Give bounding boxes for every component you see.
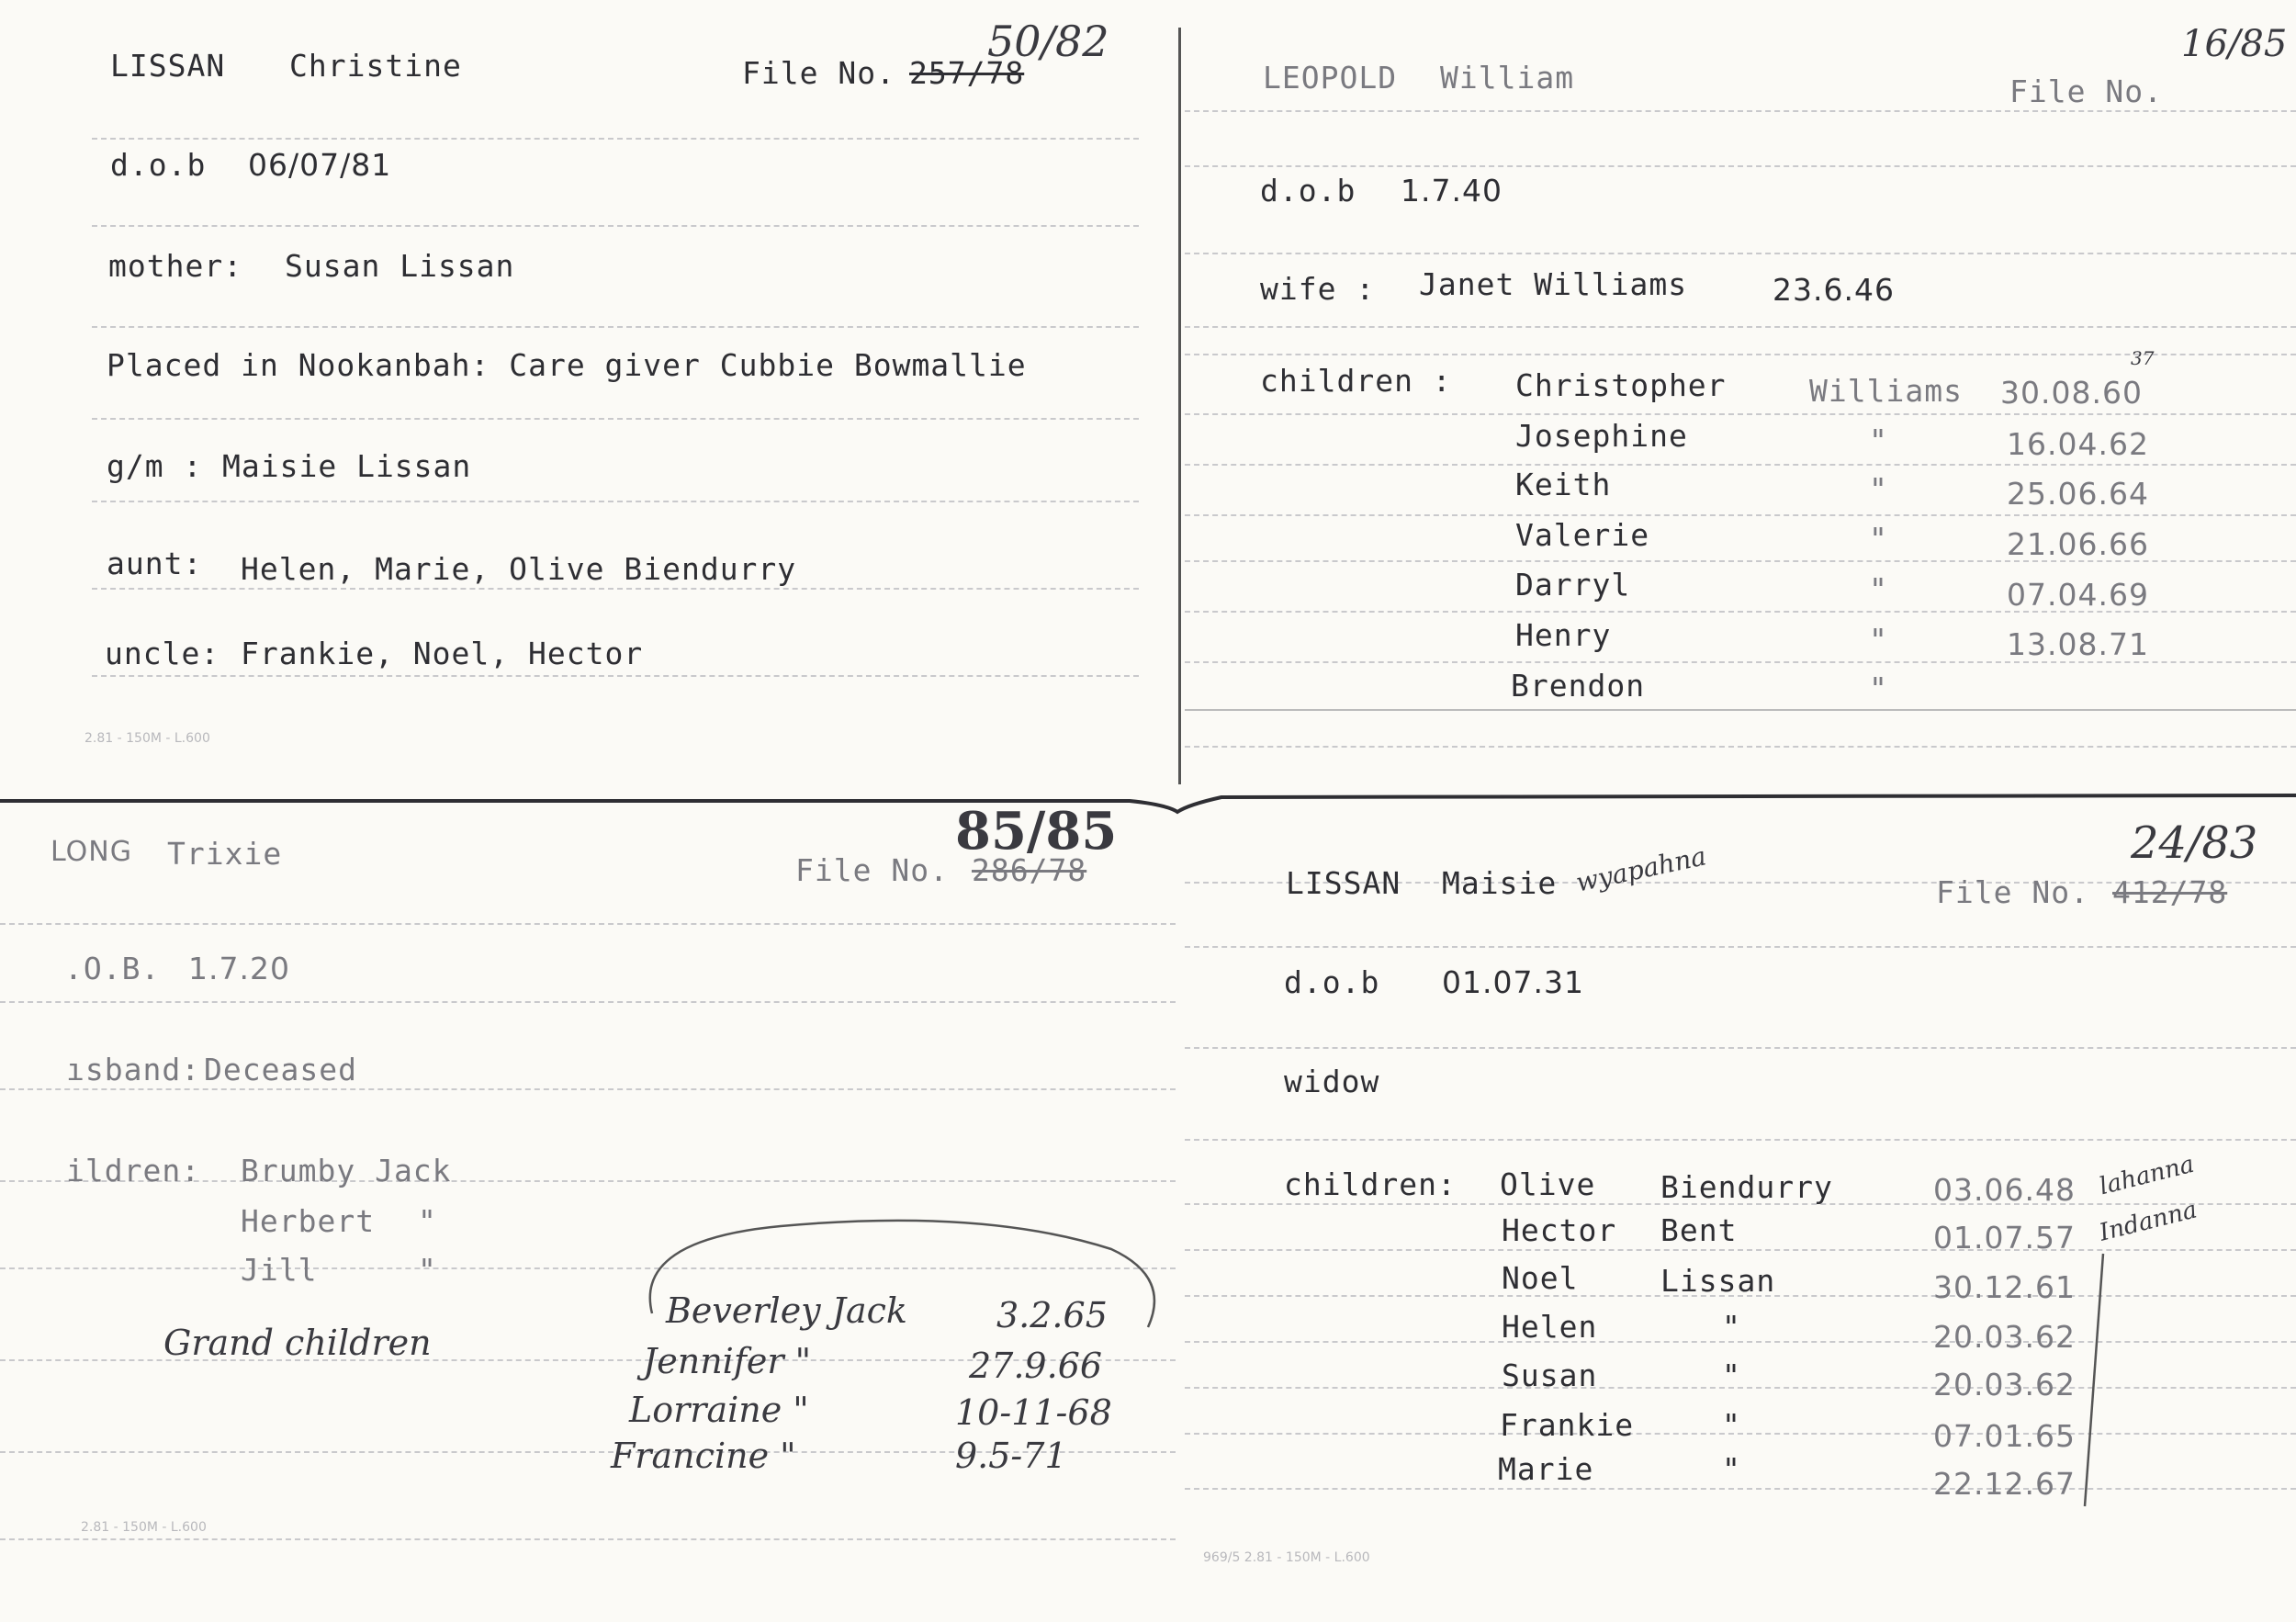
wife-label: wife : — [1260, 271, 1376, 307]
child-ditto: " — [1869, 670, 1888, 706]
child-ditto: " — [1722, 1407, 1741, 1443]
child-dob: 21.06.66 — [2007, 526, 2149, 562]
bracket-mark — [2066, 1249, 2140, 1515]
aunt-value: Helen, Marie, Olive Biendurry — [241, 551, 797, 587]
ruled-line — [1185, 1047, 2296, 1049]
ruled-line — [92, 326, 1139, 328]
grandmother-value: Maisie Lissan — [222, 448, 472, 484]
surname: LONG — [51, 836, 132, 868]
ruled-line — [1185, 1139, 2296, 1141]
print-code: 2.81 - 150M - L.600 — [84, 731, 210, 746]
child-ditto: " — [418, 1252, 437, 1288]
children-label: children : — [1260, 363, 1452, 399]
given-name: Christine — [289, 48, 462, 84]
child-name: Susan — [1502, 1357, 1598, 1393]
child-name: Brendon — [1511, 668, 1646, 704]
grandchild-name: Francine " — [611, 1436, 796, 1476]
grandchild-name: Jennifer " — [643, 1341, 812, 1381]
uncle-label: uncle: — [105, 636, 220, 671]
child-ditto: " — [1869, 521, 1888, 557]
file-number-handwritten: 16/85 — [2181, 23, 2288, 65]
child-surname: Williams — [1809, 373, 1963, 409]
wife-name: Janet Williams — [1419, 266, 1688, 302]
child-ditto: " — [1869, 571, 1888, 607]
given-name-note: wyapahna — [1573, 840, 1709, 898]
file-label: File No. — [1936, 874, 2089, 910]
aunt-label: aunt: — [107, 546, 203, 581]
surname: LISSAN — [1286, 865, 1401, 901]
child-name: Christopher — [1515, 367, 1727, 403]
ruled-line — [92, 225, 1139, 227]
grandchild-name: Lorraine " — [629, 1390, 809, 1430]
grandchild-dob: 10-11-68 — [955, 1392, 1112, 1433]
card-leopold-william — [1185, 0, 2296, 790]
child-dob: 01.07.57 — [1933, 1220, 2076, 1256]
grandmother-label: g/m : — [107, 448, 203, 484]
husband-value: Deceased — [204, 1052, 357, 1087]
child-name: Brumby Jack — [241, 1153, 452, 1188]
child-name: Frankie — [1500, 1407, 1635, 1443]
card-lissan-maisie — [1185, 808, 2296, 1622]
mother-label: mother: — [108, 248, 243, 284]
child-name: Josephine — [1515, 418, 1688, 454]
ruled-line — [1185, 253, 2296, 254]
child-ditto: " — [1722, 1309, 1741, 1345]
child-name: Valerie — [1515, 517, 1650, 553]
child-name: Jill — [241, 1252, 318, 1288]
card-lissan-christine — [0, 0, 1176, 790]
file-label: File No. — [742, 55, 895, 91]
dob-value: 01.07.31 — [1442, 964, 1584, 1000]
ruled-line — [92, 418, 1139, 420]
child-name: Keith — [1515, 467, 1612, 502]
child-name: Herbert — [241, 1203, 376, 1239]
child-note: Indanna — [2096, 1196, 2200, 1247]
given-name: Trixie — [167, 836, 283, 872]
file-label: File No. — [2009, 73, 2163, 109]
child-dob: 20.03.62 — [1933, 1319, 2076, 1355]
wife-dob: 23.6.46 — [1773, 272, 1895, 308]
child-name: Olive — [1500, 1166, 1596, 1202]
child-name: Helen — [1502, 1309, 1598, 1345]
child-dob: 20.03.62 — [1933, 1367, 2076, 1402]
ruled-line — [1185, 946, 2296, 948]
ruled-line — [92, 675, 1139, 677]
child-ditto: " — [1722, 1451, 1741, 1487]
child-surname: Bent — [1660, 1212, 1738, 1248]
child-note: lahanna — [2096, 1150, 2198, 1201]
children-label: ildren: — [66, 1153, 201, 1188]
child-name: Henry — [1515, 617, 1612, 653]
vertical-divider — [1178, 28, 1181, 784]
ruled-line — [92, 501, 1139, 502]
given-name: William — [1440, 60, 1575, 96]
ruled-line — [92, 138, 1139, 140]
dob-label: d.o.b — [1260, 173, 1356, 208]
grandchild-name: Beverley Jack — [666, 1290, 907, 1331]
ruled-line — [1185, 165, 2296, 167]
file-number-handwritten: 50/82 — [987, 17, 1109, 66]
husband-label: ısband: — [66, 1052, 201, 1087]
ruled-line — [1185, 413, 2296, 415]
grandchild-dob: 27.9.66 — [969, 1346, 1103, 1386]
ruled-line — [1185, 746, 2296, 748]
dob-value: 06/07/81 — [248, 147, 392, 183]
dob-value: 1.7.40 — [1401, 173, 1503, 208]
ruled-line — [0, 1538, 1176, 1540]
child-ditto: " — [1869, 422, 1888, 458]
given-name: Maisie — [1442, 865, 1558, 901]
child-dob: 03.06.48 — [1933, 1172, 2076, 1208]
child-dob: 13.08.71 — [2007, 626, 2149, 662]
child-name: Marie — [1498, 1451, 1594, 1487]
child-ditto: " — [1869, 471, 1888, 507]
file-label: File No. — [795, 852, 949, 888]
child-name: Darryl — [1515, 567, 1631, 603]
ruled-line — [1185, 709, 2296, 711]
placement-line: Placed in Nookanbah: Care giver Cubbie Bowmallie — [107, 347, 1027, 383]
file-number-handwritten: 85/85 — [955, 808, 1118, 862]
child-note: 37 — [2131, 347, 2155, 369]
dob-value: 1.7.20 — [188, 951, 290, 986]
surname: LISSAN — [110, 48, 226, 84]
child-ditto: " — [418, 1203, 437, 1239]
ruled-line — [1185, 464, 2296, 466]
mother-value: Susan Lissan — [285, 248, 515, 284]
child-surname: Lissan — [1660, 1263, 1776, 1299]
file-number-old: 286/78 — [972, 852, 1087, 888]
grandchild-dob: 9.5-71 — [955, 1436, 1067, 1476]
dob-label: .O.B. — [64, 951, 161, 986]
card-long-trixie — [0, 808, 1176, 1622]
child-dob: 25.06.64 — [2007, 476, 2149, 512]
dob-label: d.o.b — [110, 147, 207, 183]
child-dob: 07.04.69 — [2007, 577, 2149, 613]
child-surname: Biendurry — [1660, 1169, 1833, 1205]
ruled-line — [1185, 110, 2296, 112]
children-label: children: — [1284, 1166, 1457, 1202]
status: widow — [1284, 1064, 1380, 1099]
ruled-line — [1185, 514, 2296, 516]
grandchild-dob: 3.2.65 — [996, 1295, 1108, 1335]
ruled-line — [0, 1088, 1176, 1090]
ruled-line — [0, 923, 1176, 925]
file-number-handwritten: 24/83 — [2131, 817, 2258, 869]
print-code: 2.81 - 150M - L.600 — [81, 1520, 207, 1535]
child-ditto: " — [1722, 1357, 1741, 1393]
print-code: 969/5 2.81 - 150M - L.600 — [1203, 1550, 1370, 1565]
child-name: Noel — [1502, 1260, 1579, 1296]
ruled-line — [92, 588, 1139, 590]
surname: LEOPOLD — [1263, 60, 1398, 96]
child-dob: 22.12.67 — [1933, 1466, 2076, 1502]
child-ditto: " — [1869, 622, 1888, 658]
file-number-old: 412/78 — [2112, 874, 2228, 910]
uncle-value: Frankie, Noel, Hector — [241, 636, 644, 671]
file-number-old: 257/78 — [909, 55, 1025, 91]
ruled-line — [1185, 326, 2296, 328]
child-dob: 16.04.62 — [2007, 426, 2149, 462]
child-dob: 07.01.65 — [1933, 1418, 2076, 1454]
dob-label: d.o.b — [1284, 964, 1380, 1000]
child-dob: 30.12.61 — [1933, 1269, 2076, 1305]
ruled-line — [1185, 354, 2296, 355]
child-dob: 30.08.60 — [2000, 375, 2143, 411]
grandchildren-label: Grand children — [163, 1323, 432, 1363]
ruled-line — [0, 1001, 1176, 1003]
child-name: Hector — [1502, 1212, 1617, 1248]
